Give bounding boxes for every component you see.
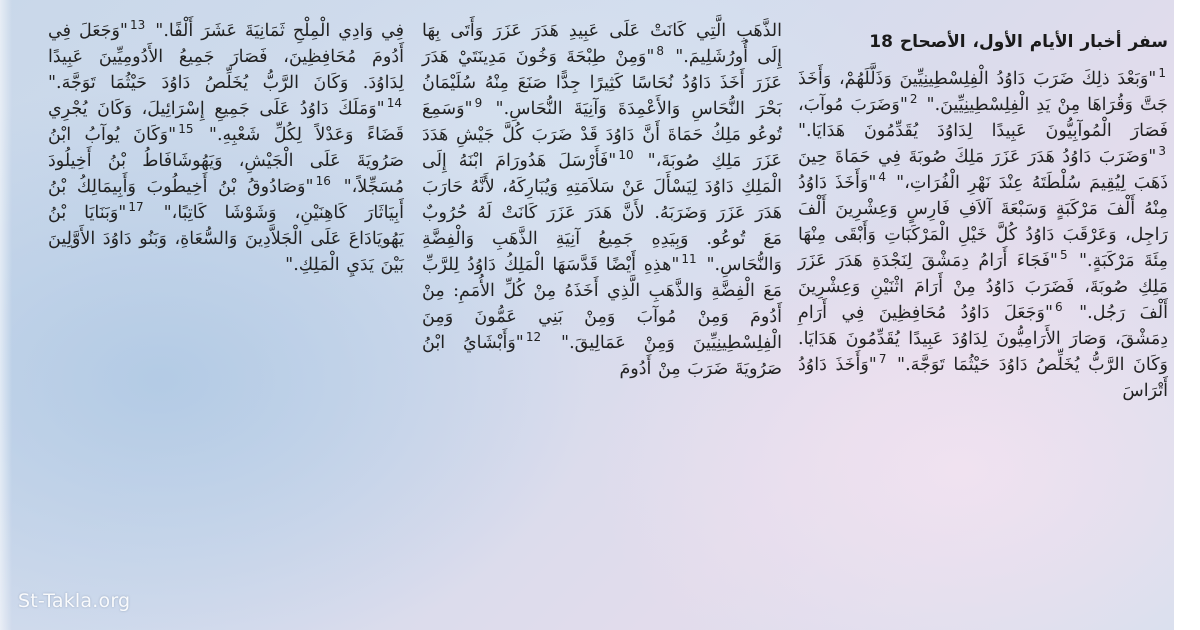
verse-number: 17 [128,200,144,215]
verse-text: فِي وَادِي الْمِلْحِ ثَمَانِيَةَ عَشَرَ أَلْفًا." [155,21,404,41]
verse-number: 12 [525,330,542,345]
verse-number: 11 [681,252,697,267]
verse-number: 7 [878,352,887,367]
verse-number: 13 [129,18,146,33]
verse-number: 5 [1060,248,1068,263]
verse-text: "وَأَخَذَ دَاوُدُ مِنْهُ أَلْفَ مَرْكَبَةٍ وَسَبْعَةَ آلاَفِ فَارِسٍ وَعِشْرِينَ أَلْفَ رَاجِل، وَعَرْقَبَ دَاوُدُ كُلَّ خَيْلِ الْمَرْكَبَاتِ وَأَبْقَى مِنْهَا مِئَةَ مَرْكَبَةٍ." [798,173,1168,271]
verse-number: 16 [315,174,331,189]
verse-text: "وَجَعَلَ دَاوُدُ مُحَافِظِينَ فِي أَرَامِ دِمَشْقَ، وَصَارَ الأَرَامِيُّونَ لِدَاوُدَ عَبِيدًا يُقَدِّمُونَ هَدَايَا. وَكَانَ الرَّبُّ يُخَلِّصُ دَاوُدَ حَيْثُمَا تَوَجَّهَ." [798,303,1168,375]
verse-number: 8 [656,44,665,59]
text-column-left [48,18,404,278]
verse-text: "وَبَنَايَا بْنُ يَهُويَادَاعَ عَلَى الْجَلاَّدِينَ وَالسُّعَاةِ، وَبَنُو دَاوُدَ الأَوَّلِينَ بَيْنَ يَدَيِ الْمَلِكِ." [48,203,404,275]
left-edge-highlight [0,0,12,630]
verse-text-flow [422,21,782,379]
verse-text: "وَسَمِعَ تُوعُو مَلِكُ حَمَاةَ أَنَّ دَاوُدَ قَدْ ضَرَبَ كُلَّ جَيْشِ هَدَدَ عَزَرَ مَلِكِ صُوبَةَ،" [422,99,782,171]
verse-text: "وَجَعَلَ فِي أَدُومَ مُحَافِظِينَ، فَصَارَ جَمِيعُ الأَدُومِيِّينَ عَبِيدًا لِدَاوُدَ. وَكَانَ الرَّبُّ يُخَلِّصُ دَاوُدَ حَيْثُمَا تَوَجَّهَ." [48,21,404,93]
verse-text: "وَضَرَبَ دَاوُدُ هَدَرَ عَزَرَ مَلِكَ صُوبَةَ فِي حَمَاةَ حِينَ ذَهَبَ لِيُقِيمَ سُلْطَتَهُ عِنْدَ نَهْرِ الْفُرَاتِ،" [798,147,1168,193]
verse-text: "وَأَبْشَايُ ابْنُ صَرُويَةَ ضَرَبَ مِنْ أَدُومَ [422,333,782,379]
text-column-right [798,30,1168,404]
verse-number: 4 [878,170,887,185]
verse-text: "فَجَاءَ أَرَامُ دِمَشْقَ لِنَجْدَةِ هَدَرَ عَزَرَ مَلِكِ صُوبَةَ، فَضَرَبَ دَاوُدُ مِنْ أَرَامَ اثْنَيْنِ وَعِشْرِينَ أَلْفَ رَجُل." [798,251,1168,323]
verse-text: "وَمَلَكَ دَاوُدُ عَلَى جَمِيعِ إِسْرَائِيلَ، وَكَانَ يُجْرِي قَضَاءً وَعَدْلاً لِكُلِّ شَعْبِهِ." [48,99,404,145]
verse-text: "وَبَعْدَ ذلِكَ ضَرَبَ دَاوُدُ الْفِلِسْطِينِيِّينَ وَذَلَّلَهُمْ، وَأَخَذَ جَتَّ وَقُرَاهَا مِنْ يَدِ الْفِلِسْطِينِيِّينَ." [798,69,1169,115]
verse-text: "هذِهِ أَيْضًا قَدَّسَهَا الْمَلِكُ دَاوُدُ لِلرَّبِّ مَعَ الْفِضَّةِ وَالذَّهَبِ الَّذِي أَخَذَهُ مِنْ كُلِّ الأُمَمِ: مِنْ أَدُومَ وَمِنْ مُوآبَ وَمِنْ بَنِي عَمُّونَ وَمِنَ الْفِلِسْطِينِيِّينَ وَمِنْ عَمَالِيقَ." [422,255,782,353]
verse-number: 14 [386,96,402,111]
verse-number: 1 [1158,66,1166,81]
site-watermark: St-Takla.org [18,590,131,612]
verse-text-flow [48,18,404,275]
verse-number: 10 [618,148,634,163]
verse-number: 2 [909,92,918,107]
verse-text: "وَمِنْ طِبْحَةَ وَخُونَ مَدِينَتَيْ هَدَرَ عَزَرَ أَخَذَ دَاوُدُ نُحَاسًا كَثِيرًا جِدًّا صَنَعَ مِنْهُ سُلَيْمَانُ بَحْرَ النُّحَاسِ وَالأَعْمِدَةَ وَآنِيَةَ النُّحَاسِ." [422,47,782,119]
verse-number: 3 [1158,144,1166,159]
right-white-margin [1174,0,1200,630]
verse-text-flow [798,66,1169,401]
verse-number: 9 [474,96,483,111]
verse-text: "فَأَرْسَلَ هَدُورَامَ ابْنَهُ إِلَى الْمَلِكِ دَاوُدَ لِيَسْأَلَ عَنْ سَلاَمَتِهِ وَيُبَارِكَهُ، لأَنَّهُ حَارَبَ هَدَرَ عَزَرَ وَضَرَبَهُ. لأَنَّ هَدَرَ عَزَرَ كَانَتْ لَهُ حُرُوبٌ مَعَ تُوعُو. وَبِيَدِهِ جَمِيعُ آنِيَةِ الذَّهَبِ وَالْفِضَّةِ وَالنُّحَاسِ." [422,151,782,275]
verse-text: "وَضَرَبَ مُوآبَ، فَصَارَ الْمُوآبِيُّونَ عَبِيدًا لِدَاوُدَ يُقَدِّمُونَ هَدَايَا." [798,95,1168,141]
verse-number: 15 [178,122,194,137]
verse-text: "وَكَانَ يُوآبُ ابْنُ صَرُويَةَ عَلَى الْجَيْشِ، وَيَهُوشَافَاطُ بْنُ أَخِيلُودَ مُسَجِّلاً،" [48,125,404,197]
chapter-heading: سفر أخبار الأيام الأول، الأصحاح 18 [869,32,1168,52]
verse-text: الذَّهَبِ الَّتِي كَانَتْ عَلَى عَبِيدِ هَدَرَ عَزَرَ وَأَتَى بِهَا إِلَى أُورُشَلِيمَ." [422,21,782,67]
verse-text: "وَصَادُوقُ بْنُ أَخِيطُوبَ وَأَبِيمَالِكُ بْنُ أَبِيَاثَارَ كَاهِنَيْنِ، وَشَوْشَا كَاتِبًا،" [48,177,404,223]
verse-text: "وَأَخَذَ دَاوُدُ أَتْرَاسَ [798,355,1168,401]
text-column-middle [422,18,782,382]
verse-number: 6 [1055,300,1063,315]
